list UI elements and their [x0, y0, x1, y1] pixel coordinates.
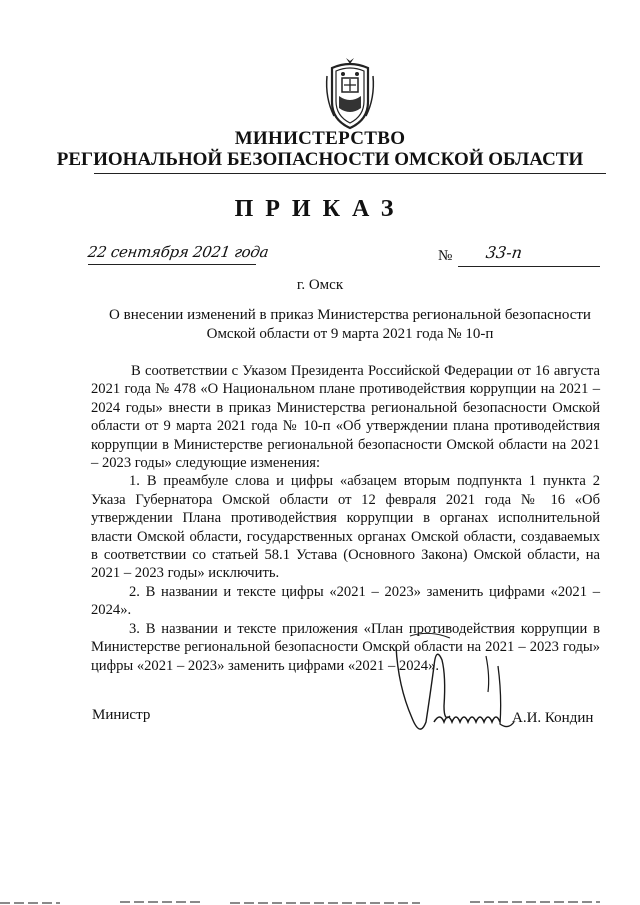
document-type: ПРИКАЗ	[234, 196, 406, 222]
document-number: 33-п	[484, 243, 524, 262]
subject-line-1: О внесении изменений в приказ Министерства региональной безопасности	[109, 307, 591, 323]
number-underline	[458, 266, 600, 267]
date-underline	[88, 264, 256, 265]
amendment-item-3: 3. В названии и тексте приложения «План противодействия коррупции в Министерстве региональной безопасности Омской области на 2021 – 2023 годы» цифры «2021 – 2023» заменить цифрами «2021 – 2024».	[91, 620, 600, 674]
subject-line-2: Омской области от 9 марта 2021 года № 10-п	[206, 326, 494, 342]
city-name: г. Омск	[296, 277, 344, 293]
number-sign: №	[438, 248, 453, 264]
intro-paragraph: В соответствии с Указом Президента Российской Федерации от 16 августа 2021 года № 478 «О Национальном плане противодействия коррупции на 2021 – 2024 годы» внести в приказ Министерства региональной безопасности Омской области от 9 марта 2021 года № 10-п «Об утверждении плана противодействия коррупции в Министерстве региональной безопасности Омской области на 2021 – 2023 годы» следующие изменения:	[91, 363, 600, 472]
coat-of-arms-emblem	[322, 58, 378, 130]
signer-name: А.И. Кондин	[512, 710, 594, 726]
order-subject	[100, 306, 600, 344]
amendment-item-2: 2. В названии и тексте цифры «2021 – 2023» заменить цифрами «2021 – 2024».	[91, 583, 600, 619]
ministry-title-line1: МИНИСТЕРСТВО	[234, 128, 406, 149]
amendment-item-1: 1. В преамбуле слова и цифры «абзацем вторым подпункта 1 пункта 2 Указа Губернатора Омской области от 12 февраля 2021 года № 16 «Об утверждении Плана противодействия коррупции в органах исполнительной власти Омской области, государственных органах Омской области, создаваемых в соответствии со статьей 58.1 Устава (Основного Закона) Омской области, на 2021 – 2023 годы» исключить.	[91, 473, 600, 582]
ministry-title-line2: РЕГИОНАЛЬНОЙ БЕЗОПАСНОСТИ ОМСКОЙ ОБЛАСТИ	[56, 149, 584, 170]
order-body	[91, 362, 600, 675]
header-rule	[94, 173, 606, 174]
handwritten-signature	[390, 626, 520, 746]
signer-title: Министр	[92, 707, 151, 723]
document-date: 22 сентября 2021 года	[86, 243, 270, 261]
scan-edge-artifact	[0, 897, 640, 905]
